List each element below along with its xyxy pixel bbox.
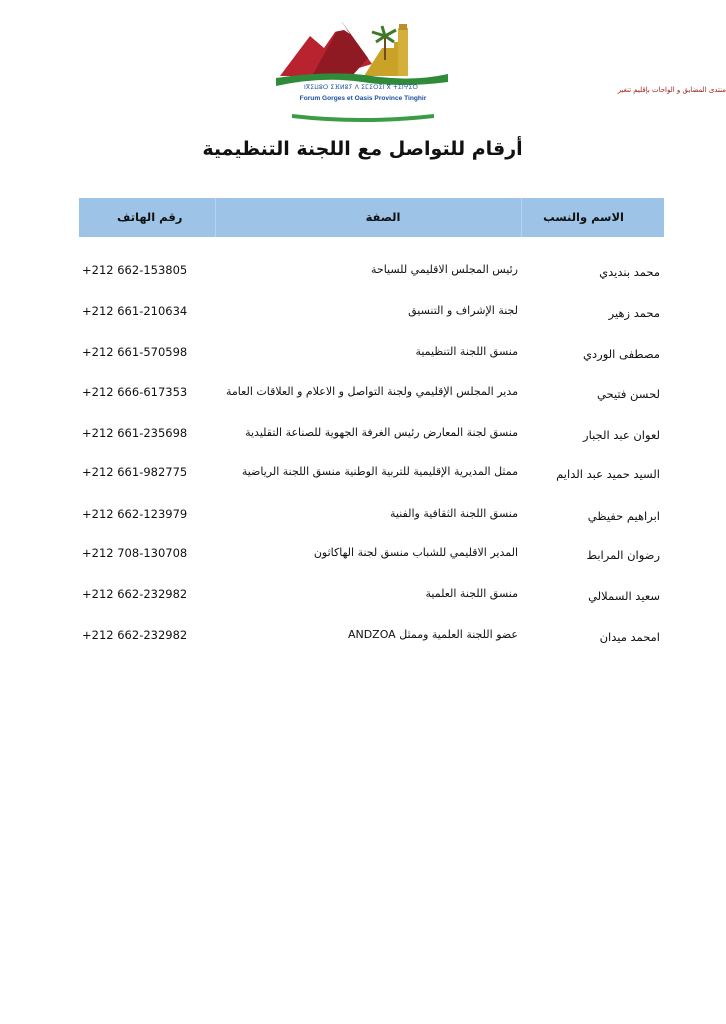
table-row xyxy=(79,385,664,407)
logo-tifinagh-text: ⵏⴳⵉⵡⵓⵔ ⵉⴼⵍⵓⵢ ⴷ ⵉⵎⵉⵔⵉⵏ ⴳ ⵜⵉⵏⵖⵉⵔ xyxy=(303,84,419,91)
cell-name: لحسن فتيحي xyxy=(596,387,660,401)
cell-phone: +212 662-123979 xyxy=(82,507,188,521)
table-row xyxy=(79,507,664,529)
column-divider xyxy=(215,198,216,237)
cell-role: منسق اللجنة التنظيمية xyxy=(415,345,518,358)
header-name: الاسم والنسب xyxy=(543,210,624,224)
cell-name: امحمد ميدان xyxy=(599,630,660,644)
table-row xyxy=(79,304,664,326)
cell-name: سعيد السملالي xyxy=(588,589,660,603)
cell-name: ابراهيم حفيظي xyxy=(587,509,660,523)
cell-role: رئيس المجلس الاقليمي للسياحة xyxy=(371,263,518,276)
cell-role: منسق لجنة المعارض رئيس الغرفة الجهوية للصناعة التقليدية xyxy=(245,426,518,439)
header-role: الصفة xyxy=(365,210,401,224)
table-row xyxy=(79,426,664,448)
cell-phone: +212 661-982775 xyxy=(82,465,188,479)
logo-graphic xyxy=(272,14,454,126)
table-header xyxy=(79,198,664,237)
cell-phone: +212 661-570598 xyxy=(82,345,188,359)
forum-logo xyxy=(272,14,726,126)
cell-name: محمد زهير xyxy=(608,306,660,320)
column-divider xyxy=(521,198,522,237)
cell-role: لجنة الإشراف و التنسيق xyxy=(408,304,518,317)
cell-name: لعوان عبد الجبار xyxy=(583,428,660,442)
cell-role: المدير الاقليمي للشباب منسق لجنة الهاكاثون xyxy=(313,546,518,559)
cell-role: ممثل المديرية الإقليمية للتربية الوطنية منسق اللجنة الرياضية xyxy=(241,465,518,478)
cell-phone: +212 661-210634 xyxy=(82,304,188,318)
page-title: أرقام للتواصل مع اللجنة التنظيمية xyxy=(202,138,523,160)
cell-name: مصطفى الوردي xyxy=(583,347,660,361)
cell-role: منسق اللجنة العلمية xyxy=(425,587,518,600)
cell-name: محمد بنديدي xyxy=(599,265,660,279)
cell-phone: +212 661-235698 xyxy=(82,426,188,440)
cell-name: السيد حميد عبد الدايم xyxy=(556,467,660,481)
table-row xyxy=(79,345,664,367)
cell-phone: +212 662-153805 xyxy=(82,263,188,277)
cell-role: عضو اللجنة العلمية وممثل ANDZOA xyxy=(347,628,518,641)
cell-name: رضوان المرابط xyxy=(586,548,660,562)
cell-phone: +212 662-232982 xyxy=(82,587,188,601)
cell-phone: +212 708-130708 xyxy=(82,546,188,560)
cell-phone: +212 662-232982 xyxy=(82,628,188,642)
logo-arabic-text: منتدى المضايق و الواحات بإقليم تنغير xyxy=(617,86,726,94)
cell-role: مدير المجلس الإقليمي ولجنة التواصل و الاعلام و العلاقات العامة xyxy=(226,385,518,398)
header-phone: رقم الهاتف xyxy=(117,210,183,224)
table-row xyxy=(79,587,664,609)
cell-phone: +212 666-617353 xyxy=(82,385,188,399)
cell-role: منسق اللجنة الثقافية والفنية xyxy=(390,507,518,520)
table-row xyxy=(79,465,664,487)
logo-latin-text: Forum Gorges et Oasis Province Tinghir xyxy=(299,95,427,102)
table-row xyxy=(79,546,664,568)
table-row xyxy=(79,263,664,285)
table-row xyxy=(79,628,664,650)
